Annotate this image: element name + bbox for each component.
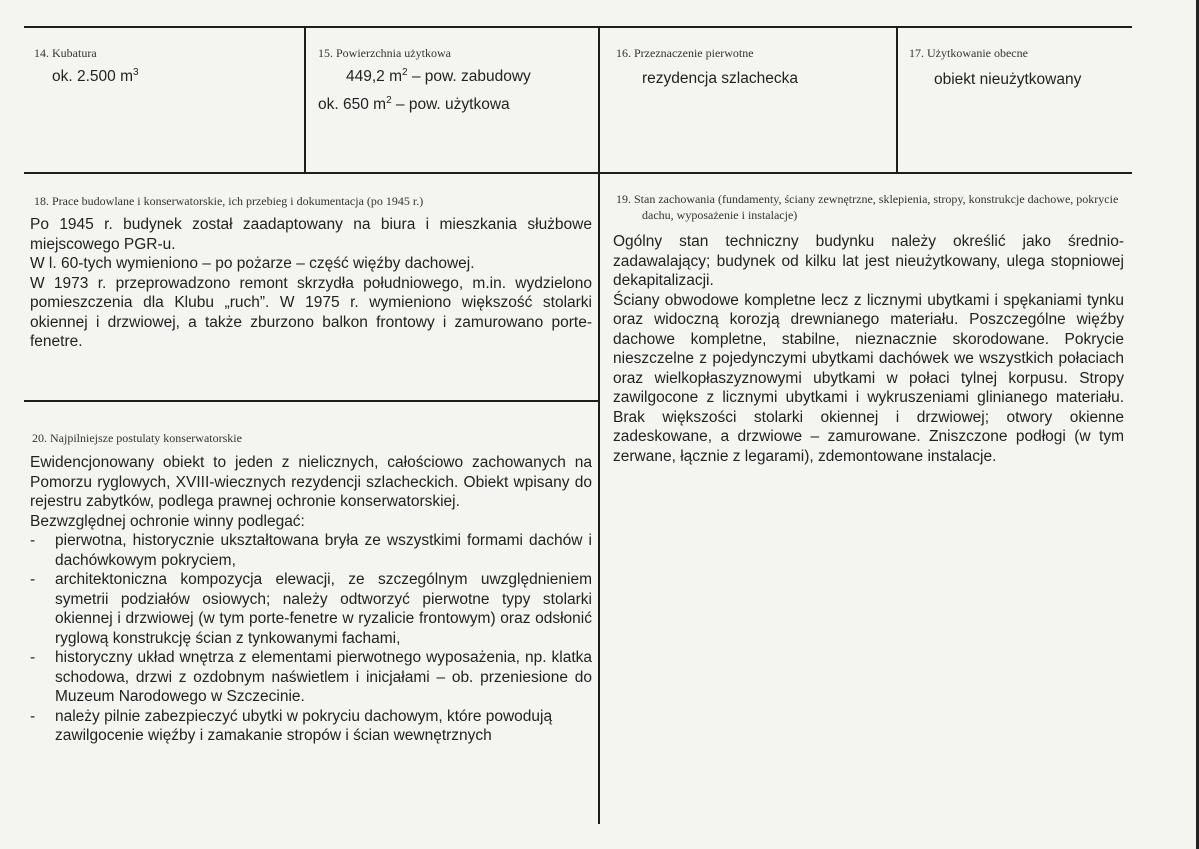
list-item: - architektoniczna kompozycja elewacji, ze szczególnym uwzględnieniem symetrii podziałów osiowych; należy odtworzyć pierwotne typy stolarki okiennej i drzwiowej (w tym porte-fenetre w ryzalicie frontowym) oraz odsłonić ryglową konstrukcję ścian z tynkowanymi fachami, (30, 570, 592, 648)
powierzchnia-line1: 449,2 $m^2$ – pow. zabudowy (346, 66, 531, 85)
section-postulaty (24, 402, 598, 824)
postulaty-lead: Bezwzględnej ochronie winny podlegać: (30, 512, 305, 530)
kubatura-label: 14. Kubatura (34, 46, 97, 60)
prace-label: 18. Prace budowlane i konserwatorskie, ich przebieg i dokumentacja (po 1945 r.) (34, 194, 424, 208)
stan-paragraph: Ogólny stan techniczny budynku należy określić jako średnio-zadawalający; budynek od kilku lat jest nieużytkowany, ulega stopniowej dekapitalizacji. (613, 233, 1124, 289)
stan-paragraph: Ściany obwodowe kompletne lecz z licznymi ubytkami i spękaniami tynku oraz widoczną korozją drewnianego materiału. Poszczególne więźby dachowe kompletne, stabilne, nieznacznie skorodowane. Pokrycie nieszczelne z pojedynczymi ubytkami dachówek we wszystkich połaciach oraz wielkopłaszyznowymi ubytkami w połaci tylnej korpusu. Stropy zawilgocone z licznymi ubytkami i wykruszeniami glinianego materiału. Brak większości stolarki okiennej i drzwiowej; otwory okienne zadeskowane, a drzwiowe – zamurowane. Zniszczone podłogi (w tym zerwane, łącznie z legarami), zdemontowane instalacje. (613, 291, 1124, 465)
section-stan-zachowania (600, 174, 1132, 824)
prace-paragraph: Po 1945 r. budynek został zaadaptowany na biura i mieszkania służbowe miejscowego PGR-u. (30, 216, 592, 253)
section-prace-budowlane (24, 174, 598, 400)
postulaty-text (30, 453, 592, 746)
postulaty-intro: Ewidencjonowany obiekt to jeden z nielicznych, całościowo zachowanych na Pomorzu ryglowych, XVIII-wiecznych rezydencji szlacheckich. Obiekt wpisany do rejestru zabytków, podlega prawnej ochronie konserwatorskiej. (30, 454, 592, 510)
prace-text (30, 215, 592, 352)
przeznaczenie-label: 16. Przeznaczenie pierwotne (616, 46, 754, 60)
przeznaczenie-value: rezydencja szlachecka (642, 70, 798, 87)
powierzchnia-line2: ok. 650 $m^2$ – pow. użytkowa (318, 94, 510, 113)
list-item: - pierwotna, historycznie ukształtowana bryła ze wszystkimi formami dachów i dachówkowym pokryciem, (30, 531, 592, 570)
list-item: - należy pilnie zabezpieczyć ubytki w pokryciu dachowym, które powodują zawilgocenie więźby i zamakanie stropów i ścian wewnętrznych (30, 707, 592, 746)
prace-paragraph: W l. 60-tych wymieniono – po pożarze – część więźby dachowej. (30, 255, 475, 272)
powierzchnia-label: 15. Powierzchnia użytkowa (318, 46, 451, 60)
cell-kubatura (24, 26, 304, 172)
uzytkowanie-value: obiekt nieużytkowany (934, 71, 1082, 88)
record-sheet (24, 24, 1132, 824)
kubatura-value: ok. 2.500 $m^3$ (52, 66, 139, 85)
cell-przeznaczenie (600, 26, 896, 172)
postulaty-label: 20. Najpilniejsze postulaty konserwatorskie (32, 431, 242, 445)
cell-powierzchnia (306, 26, 598, 172)
cell-uzytkowanie (898, 26, 1132, 172)
postulaty-list (30, 531, 592, 746)
prace-paragraph: W 1973 r. przeprowadzono remont skrzydła południowego, m.in. wydzielono pomieszczenia dla Klubu „ruch”. W 1975 r. wymieniono większość stolarki okiennej i drzwiowej, a także zburzono balkon frontowy i zamurowano porte-fenetre. (30, 274, 592, 350)
list-item: - historyczny układ wnętrza z elementami pierwotnego wyposażenia, np. klatka schodowa, drzwi z ozdobnym naświetlem i inicjałami – ob. przeniesione do Muzeum Narodowego w Szczecinie. (30, 648, 592, 707)
stan-label: 19. Stan zachowania (fundamenty, ściany zewnętrzne, sklepienia, stropy, konstrukcje dachowe, pokrycie dachu, wyposażenie i instalacje) (616, 192, 1119, 222)
stan-text (613, 232, 1124, 466)
uzytkowanie-label: 17. Użytkowanie obecne (909, 46, 1028, 60)
